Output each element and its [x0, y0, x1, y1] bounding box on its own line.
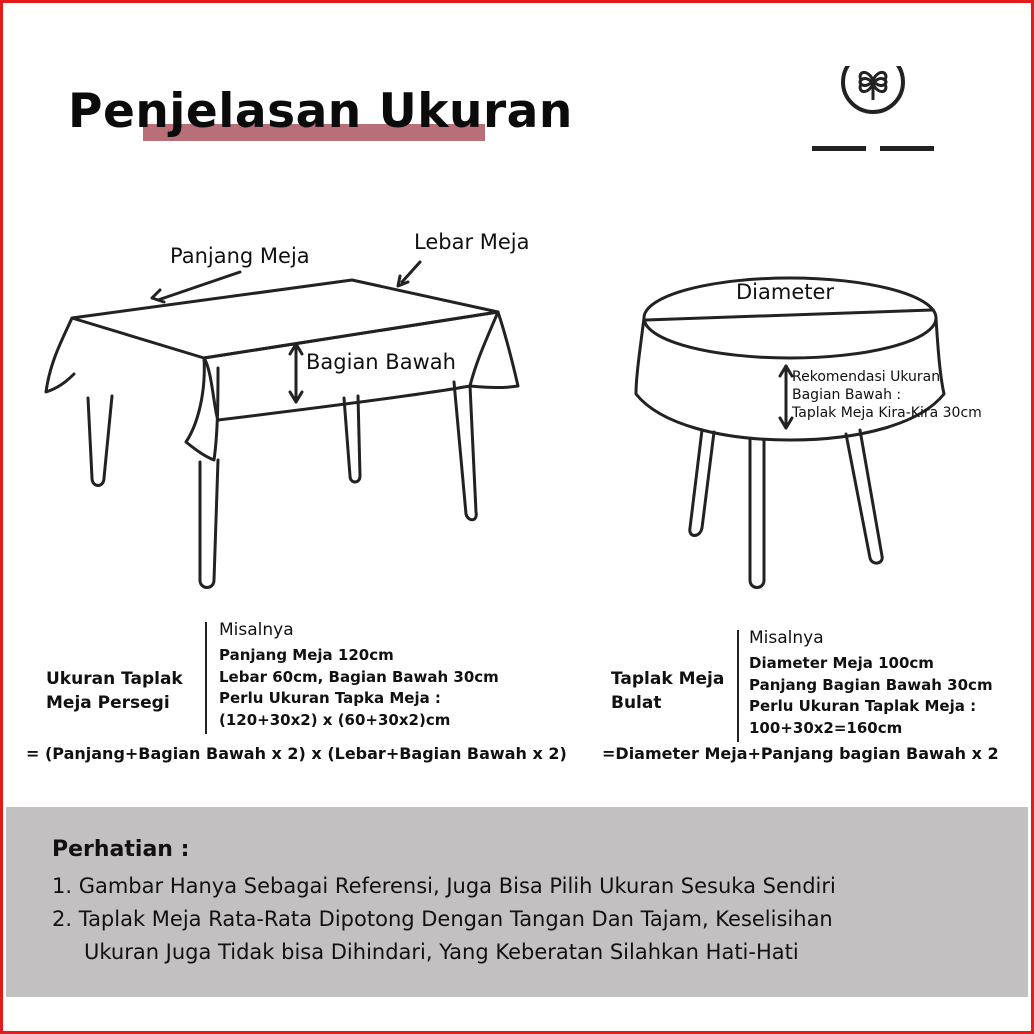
- round-table-name: [611, 667, 724, 715]
- square-example-line-1: Panjang Meja 120cm: [219, 646, 394, 664]
- label-table-length: Panjang Meja: [170, 244, 310, 268]
- round-example-line-3: Perlu Ukuran Taplak Meja :: [749, 697, 977, 715]
- recommend-line-2: Bagian Bawah :: [792, 387, 902, 403]
- square-example-lines: [219, 645, 499, 731]
- round-table-drawing: [636, 278, 944, 588]
- round-example-line-2: Panjang Bagian Bawah 30cm: [749, 675, 993, 694]
- round-example-lines: [749, 653, 993, 739]
- round-name-line-1: Taplak Meja: [611, 669, 725, 689]
- label-drop-length: Bagian Bawah: [306, 350, 456, 374]
- square-name-line-2: Meja Persegi: [46, 693, 170, 713]
- note-item-2-continued: Ukuran Juga Tidak bisa Dihindari, Yang Keberatan Silahkan Hati-Hati: [84, 940, 799, 964]
- recommend-line-3: Taplak Meja Kira-Kira 30cm: [792, 405, 982, 421]
- square-example-line-4: (120+30x2) x (60+30x2)cm: [219, 710, 451, 729]
- recommend-line-1: Rekomendasi Ukuran: [792, 369, 941, 385]
- round-formula: =Diameter Meja+Panjang bagian Bawah x 2: [602, 744, 999, 763]
- note-item-2: 2. Taplak Meja Rata-Rata Dipotong Dengan Tangan Dan Tajam, Keselisihan: [52, 907, 833, 931]
- round-example-line-4: 100+30x2=160cm: [749, 718, 903, 737]
- label-table-width: Lebar Meja: [414, 230, 530, 254]
- notes-heading: Perhatian :: [52, 837, 190, 862]
- square-formula: = (Panjang+Bagian Bawah x 2) x (Lebar+Bagian Bawah x 2): [26, 744, 567, 763]
- page-title: Penjelasan Ukuran: [68, 84, 573, 139]
- note-item-1: 1. Gambar Hanya Sebagai Referensi, Juga Bisa Pilih Ukuran Sesuka Sendiri: [52, 874, 836, 898]
- square-table-name: [46, 667, 183, 715]
- label-diameter: Diameter: [736, 280, 835, 304]
- round-example-label: Misalnya: [749, 628, 824, 648]
- square-bracket-line: [204, 622, 208, 734]
- square-example-line-2: Lebar 60cm, Bagian Bawah 30cm: [219, 667, 499, 686]
- round-example-line-1: Diameter Meja 100cm: [749, 654, 934, 672]
- round-name-line-2: Bulat: [611, 693, 662, 713]
- square-example-label: Misalnya: [219, 620, 294, 640]
- round-drop-recommendation: [792, 368, 982, 422]
- square-name-line-1: Ukuran Taplak: [46, 669, 183, 689]
- notes-panel: [6, 807, 1028, 997]
- square-example-line-3: Perlu Ukuran Tapka Meja :: [219, 689, 441, 707]
- round-bracket-line: [736, 630, 740, 742]
- rect-table-drawing: [46, 262, 518, 588]
